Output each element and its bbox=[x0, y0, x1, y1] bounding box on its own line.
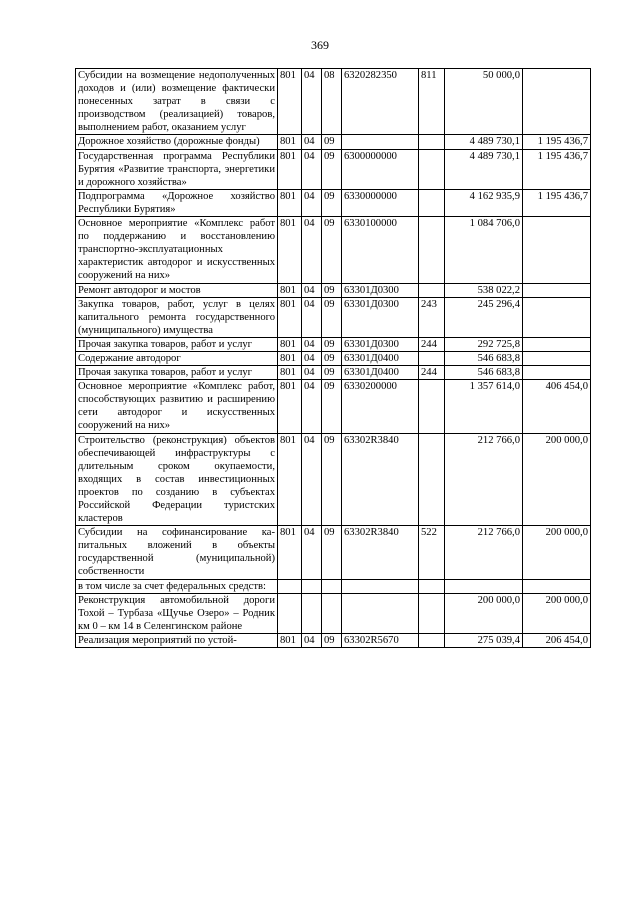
row-name-cell: Ремонт автодорог и мостов bbox=[76, 283, 278, 297]
ministry-code-cell: 801 bbox=[278, 526, 302, 579]
ministry-code-cell: 801 bbox=[278, 297, 302, 337]
subsection-code-cell: 09 bbox=[322, 380, 342, 433]
amount-federal-cell: 206 454,0 bbox=[523, 633, 591, 647]
target-article-cell: 63302R3840 bbox=[342, 433, 419, 526]
amount-total-cell: 292 725,8 bbox=[445, 337, 523, 351]
target-article-cell: 63301Д0300 bbox=[342, 337, 419, 351]
row-name-cell: Субсидии на софинансирование капитальных вложений в объекты государственной (муниципальной) собственности bbox=[76, 526, 278, 579]
expense-type-cell bbox=[419, 579, 445, 593]
ministry-code-cell: 801 bbox=[278, 633, 302, 647]
table-row bbox=[76, 69, 591, 135]
expense-type-cell bbox=[419, 351, 445, 365]
subsection-code-cell: 09 bbox=[322, 217, 342, 283]
target-article-cell: 6330100000 bbox=[342, 217, 419, 283]
target-article-cell: 6320282350 bbox=[342, 69, 419, 135]
target-article-cell: 63301Д0300 bbox=[342, 283, 419, 297]
expense-type-cell: 244 bbox=[419, 366, 445, 380]
target-article-cell: 63301Д0300 bbox=[342, 297, 419, 337]
amount-federal-cell: 200 000,0 bbox=[523, 526, 591, 579]
table-row bbox=[76, 189, 591, 216]
expense-type-cell: 244 bbox=[419, 337, 445, 351]
target-article-cell: 6330200000 bbox=[342, 380, 419, 433]
row-name-cell: Дорожное хозяйство (дорожные фонды) bbox=[76, 135, 278, 149]
section-code-cell: 04 bbox=[302, 189, 322, 216]
expense-type-cell: 522 bbox=[419, 526, 445, 579]
amount-federal-cell: 200 000,0 bbox=[523, 593, 591, 633]
subsection-code-cell: 08 bbox=[322, 69, 342, 135]
target-article-cell: 6300000000 bbox=[342, 149, 419, 189]
amount-total-cell: 4 162 935,9 bbox=[445, 189, 523, 216]
table-row bbox=[76, 135, 591, 149]
subsection-code-cell: 09 bbox=[322, 149, 342, 189]
amount-federal-cell bbox=[523, 366, 591, 380]
row-name-cell: в том числе за счет федеральных средств: bbox=[76, 579, 278, 593]
amount-federal-cell bbox=[523, 579, 591, 593]
budget-table bbox=[75, 68, 591, 648]
expense-type-cell bbox=[419, 149, 445, 189]
table-row bbox=[76, 297, 591, 337]
expense-type-cell bbox=[419, 633, 445, 647]
subsection-code-cell bbox=[322, 593, 342, 633]
ministry-code-cell bbox=[278, 593, 302, 633]
amount-federal-cell bbox=[523, 297, 591, 337]
ministry-code-cell: 801 bbox=[278, 283, 302, 297]
amount-federal-cell bbox=[523, 283, 591, 297]
section-code-cell bbox=[302, 593, 322, 633]
ministry-code-cell bbox=[278, 579, 302, 593]
table-row bbox=[76, 526, 591, 579]
amount-total-cell: 546 683,8 bbox=[445, 366, 523, 380]
target-article-cell: 63302R3840 bbox=[342, 526, 419, 579]
table-row bbox=[76, 366, 591, 380]
section-code-cell: 04 bbox=[302, 633, 322, 647]
target-article-cell: 63301Д0400 bbox=[342, 351, 419, 365]
ministry-code-cell: 801 bbox=[278, 351, 302, 365]
amount-federal-cell: 1 195 436,7 bbox=[523, 189, 591, 216]
amount-total-cell: 4 489 730,1 bbox=[445, 149, 523, 189]
table-row bbox=[76, 149, 591, 189]
target-article-cell: 63302R5670 bbox=[342, 633, 419, 647]
row-name-cell: Закупка товаров, работ, услуг в целях капитального ремонта государственного (муниципального) имущества bbox=[76, 297, 278, 337]
ministry-code-cell: 801 bbox=[278, 217, 302, 283]
target-article-cell bbox=[342, 135, 419, 149]
subsection-code-cell: 09 bbox=[322, 526, 342, 579]
page-number: 369 bbox=[311, 38, 329, 52]
amount-total-cell: 212 766,0 bbox=[445, 433, 523, 526]
target-article-cell: 63301Д0400 bbox=[342, 366, 419, 380]
amount-federal-cell: 1 195 436,7 bbox=[523, 149, 591, 189]
table-row bbox=[76, 283, 591, 297]
amount-total-cell: 1 084 706,0 bbox=[445, 217, 523, 283]
table-row bbox=[76, 337, 591, 351]
row-name-cell: Содержание автодорог bbox=[76, 351, 278, 365]
section-code-cell: 04 bbox=[302, 526, 322, 579]
section-code-cell: 04 bbox=[302, 69, 322, 135]
row-name-cell: Реализация мероприятий по устой- bbox=[76, 633, 278, 647]
ministry-code-cell: 801 bbox=[278, 433, 302, 526]
amount-total-cell: 546 683,8 bbox=[445, 351, 523, 365]
table-row bbox=[76, 351, 591, 365]
amount-total-cell: 538 022,2 bbox=[445, 283, 523, 297]
section-code-cell: 04 bbox=[302, 351, 322, 365]
subsection-code-cell: 09 bbox=[322, 283, 342, 297]
subsection-code-cell bbox=[322, 579, 342, 593]
expense-type-cell bbox=[419, 593, 445, 633]
section-code-cell: 04 bbox=[302, 283, 322, 297]
subsection-code-cell: 09 bbox=[322, 189, 342, 216]
row-name-cell: Подпрограмма «Дорожное хозяйство Республики Бурятия» bbox=[76, 189, 278, 216]
table-row bbox=[76, 433, 591, 526]
ministry-code-cell: 801 bbox=[278, 135, 302, 149]
amount-federal-cell bbox=[523, 217, 591, 283]
section-code-cell: 04 bbox=[302, 380, 322, 433]
expense-type-cell bbox=[419, 380, 445, 433]
subsection-code-cell: 09 bbox=[322, 366, 342, 380]
row-name-cell: Прочая закупка товаров, работ и услуг bbox=[76, 337, 278, 351]
target-article-cell: 6330000000 bbox=[342, 189, 419, 216]
section-code-cell: 04 bbox=[302, 149, 322, 189]
table-row bbox=[76, 579, 591, 593]
amount-total-cell: 212 766,0 bbox=[445, 526, 523, 579]
expense-type-cell bbox=[419, 283, 445, 297]
row-name-cell: Государственная программа Республики Бурятия «Развитие транспорта, энергетики и дорожного хозяйства» bbox=[76, 149, 278, 189]
amount-total-cell: 275 039,4 bbox=[445, 633, 523, 647]
section-code-cell bbox=[302, 579, 322, 593]
expense-type-cell: 811 bbox=[419, 69, 445, 135]
row-name-cell: Строительство (реконструкция) объектов обеспечивающей инфраструктуры с длительным сроком окупаемости, входящих в состав инвестиционных проектов по созданию в субъектах Российской Федерации туристских кластеров bbox=[76, 433, 278, 526]
section-code-cell: 04 bbox=[302, 337, 322, 351]
subsection-code-cell: 09 bbox=[322, 351, 342, 365]
expense-type-cell bbox=[419, 433, 445, 526]
expense-type-cell bbox=[419, 217, 445, 283]
table-row bbox=[76, 380, 591, 433]
section-code-cell: 04 bbox=[302, 135, 322, 149]
target-article-cell bbox=[342, 593, 419, 633]
amount-total-cell bbox=[445, 579, 523, 593]
section-code-cell: 04 bbox=[302, 433, 322, 526]
table-row bbox=[76, 593, 591, 633]
ministry-code-cell: 801 bbox=[278, 337, 302, 351]
subsection-code-cell: 09 bbox=[322, 135, 342, 149]
amount-total-cell: 1 357 614,0 bbox=[445, 380, 523, 433]
section-code-cell: 04 bbox=[302, 217, 322, 283]
target-article-cell bbox=[342, 579, 419, 593]
amount-total-cell: 245 296,4 bbox=[445, 297, 523, 337]
amount-federal-cell bbox=[523, 351, 591, 365]
ministry-code-cell: 801 bbox=[278, 69, 302, 135]
subsection-code-cell: 09 bbox=[322, 633, 342, 647]
amount-total-cell: 4 489 730,1 bbox=[445, 135, 523, 149]
row-name-cell: Прочая закупка товаров, работ и услуг bbox=[76, 366, 278, 380]
section-code-cell: 04 bbox=[302, 297, 322, 337]
ministry-code-cell: 801 bbox=[278, 149, 302, 189]
amount-federal-cell: 1 195 436,7 bbox=[523, 135, 591, 149]
ministry-code-cell: 801 bbox=[278, 380, 302, 433]
ministry-code-cell: 801 bbox=[278, 189, 302, 216]
row-name-cell: Реконструкция автомобильной дороги Тохой – Турбаза «Щучье Озеро» – Родник км 0 – км 14 в Селенгинском районе bbox=[76, 593, 278, 633]
table-row bbox=[76, 633, 591, 647]
budget-table-body bbox=[76, 69, 591, 648]
table-row bbox=[76, 217, 591, 283]
amount-federal-cell bbox=[523, 69, 591, 135]
expense-type-cell bbox=[419, 189, 445, 216]
row-name-cell: Основное мероприятие «Комплекс работ, способствующих развитию и расширению сети автодорог и искусственных сооружений на них» bbox=[76, 380, 278, 433]
amount-total-cell: 50 000,0 bbox=[445, 69, 523, 135]
amount-federal-cell: 406 454,0 bbox=[523, 380, 591, 433]
expense-type-cell bbox=[419, 135, 445, 149]
subsection-code-cell: 09 bbox=[322, 433, 342, 526]
amount-total-cell: 200 000,0 bbox=[445, 593, 523, 633]
subsection-code-cell: 09 bbox=[322, 337, 342, 351]
amount-federal-cell: 200 000,0 bbox=[523, 433, 591, 526]
expense-type-cell: 243 bbox=[419, 297, 445, 337]
row-name-cell: Субсидии на возмещение недополученных доходов и (или) возмещение фактически понесенных затрат в связи с производством (реализацией) товаров, выполнением работ, оказанием услуг bbox=[76, 69, 278, 135]
subsection-code-cell: 09 bbox=[322, 297, 342, 337]
amount-federal-cell bbox=[523, 337, 591, 351]
section-code-cell: 04 bbox=[302, 366, 322, 380]
row-name-cell: Основное мероприятие «Комплекс работ по поддержанию и восстановлению транспортно-эксплуатационных характеристик автодорог и искусственных сооружений на них» bbox=[76, 217, 278, 283]
ministry-code-cell: 801 bbox=[278, 366, 302, 380]
